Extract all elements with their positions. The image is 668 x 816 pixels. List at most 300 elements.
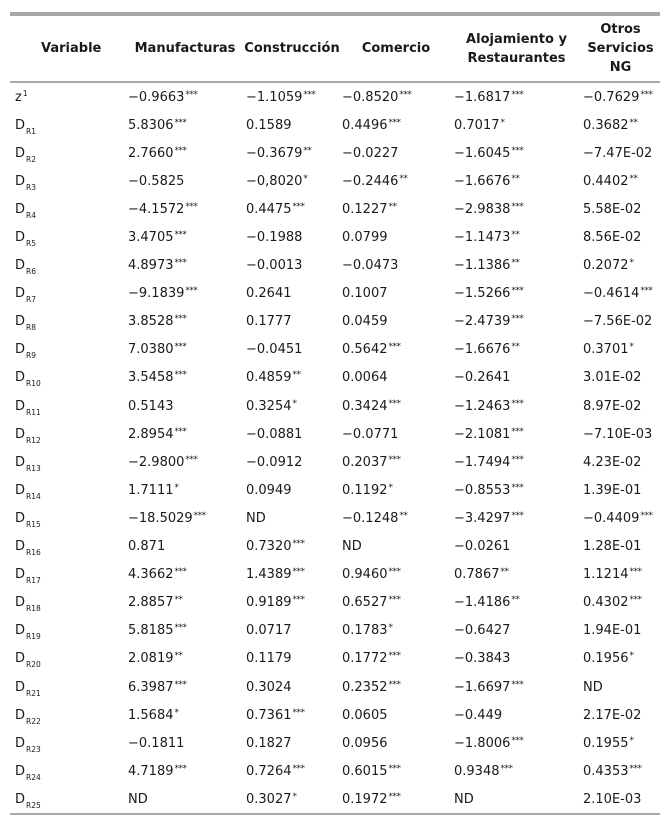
coefficient-value: −7.47E-02 [583, 145, 653, 161]
coefficient-cell [244, 533, 340, 561]
coefficient-value: −1.1059 [246, 89, 303, 105]
coefficient-cell [340, 139, 452, 167]
coefficient-cell [126, 757, 244, 785]
variable-symbol: D [15, 454, 26, 470]
coefficient-cell [581, 81, 660, 111]
coefficient-cell [452, 167, 581, 195]
header-manufacturas: Manufacturas [134, 41, 236, 56]
coefficient-value: −0.7629 [583, 89, 640, 105]
variable-subscript: R3 [26, 182, 36, 192]
variable-symbol: D [15, 398, 26, 414]
coefficient-cell [452, 504, 581, 532]
coefficient-value: ND [583, 679, 603, 695]
coefficient-value: −2.9838 [454, 201, 511, 217]
coefficient-cell [244, 81, 340, 111]
coefficient-cell [126, 111, 244, 139]
coefficient-cell [244, 223, 340, 251]
significance-stars: * [629, 651, 634, 662]
significance-stars: *** [292, 567, 305, 578]
variable-symbol: D [15, 791, 26, 807]
header-comercio: Comercio [361, 41, 431, 56]
coefficient-value: −0.5825 [128, 173, 185, 189]
coefficient-value: −1.1473 [454, 230, 511, 246]
coefficient-cell [126, 223, 244, 251]
coefficient-cell [126, 195, 244, 223]
coefficient-cell [581, 252, 660, 280]
coefficient-cell [126, 673, 244, 701]
coefficient-cell [244, 280, 340, 308]
coefficient-value: 1.4389 [246, 567, 292, 583]
variable-subscript: R6 [26, 267, 36, 277]
coefficient-value: 0.1179 [246, 651, 292, 667]
variable-subscript: R19 [26, 632, 41, 642]
variable-subscript: R16 [26, 548, 41, 558]
variable-symbol: D [15, 117, 26, 133]
coefficient-value: 0.4475 [246, 201, 292, 217]
coefficient-value: 0.871 [128, 539, 166, 555]
coefficient-value: 0.9460 [342, 567, 388, 583]
table-row [10, 785, 660, 813]
coefficient-value: 3.01E-02 [583, 370, 642, 386]
coefficient-cell [452, 448, 581, 476]
coefficient-cell [244, 589, 340, 617]
coefficient-value: 0.1227 [342, 201, 388, 217]
coefficient-cell [581, 111, 660, 139]
significance-stars: *** [511, 145, 524, 156]
significance-stars: *** [174, 314, 187, 325]
significance-stars: *** [511, 679, 524, 690]
coefficient-cell [126, 476, 244, 504]
significance-stars: *** [511, 398, 524, 409]
coefficient-cell [581, 420, 660, 448]
coefficient-value: 0.3701 [583, 342, 629, 358]
coefficient-cell [581, 785, 660, 813]
coefficient-value: −0.0013 [246, 258, 303, 274]
variable-cell [10, 139, 126, 167]
coefficient-cell [581, 645, 660, 673]
significance-stars: *** [174, 623, 187, 634]
variable-symbol: D [15, 707, 26, 723]
coefficient-value: −1.5266 [454, 286, 511, 302]
table-row [10, 364, 660, 392]
coefficient-cell [581, 673, 660, 701]
significance-stars: *** [629, 595, 642, 606]
significance-stars: *** [511, 89, 524, 100]
coefficient-cell [244, 673, 340, 701]
coefficient-value: 0.7867 [454, 567, 500, 583]
coefficient-cell [452, 645, 581, 673]
variable-symbol: D [15, 482, 26, 498]
coefficient-cell [340, 223, 452, 251]
coefficient-value: 2.10E-03 [583, 791, 642, 807]
coefficient-cell [340, 81, 452, 111]
coefficient-cell [126, 81, 244, 111]
coefficient-cell [581, 561, 660, 589]
variable-cell [10, 448, 126, 476]
coefficient-cell [340, 111, 452, 139]
significance-stars: ** [303, 145, 312, 156]
coefficient-value: 0.5143 [128, 398, 174, 414]
coefficient-value: 6.3987 [128, 679, 174, 695]
significance-stars: *** [174, 567, 187, 578]
significance-stars: *** [174, 426, 187, 437]
variable-symbol: D [15, 426, 26, 442]
coefficient-cell [452, 617, 581, 645]
coefficient-cell [244, 757, 340, 785]
variable-symbol: D [15, 342, 26, 358]
coefficient-cell [340, 308, 452, 336]
table-row [10, 308, 660, 336]
coefficient-cell [581, 617, 660, 645]
coefficient-cell [340, 757, 452, 785]
coefficient-value: −1.8006 [454, 735, 511, 751]
significance-stars: ** [511, 173, 520, 184]
significance-stars: *** [388, 454, 401, 465]
variable-cell [10, 252, 126, 280]
variable-cell [10, 589, 126, 617]
coefficient-cell [452, 195, 581, 223]
variable-cell [10, 476, 126, 504]
coefficient-value: −7.56E-02 [583, 314, 653, 330]
coefficient-value: −3.4297 [454, 510, 511, 526]
coefficient-cell [452, 252, 581, 280]
table-body [10, 81, 660, 813]
coefficient-value: 1.5684 [128, 707, 174, 723]
table-row [10, 504, 660, 532]
variable-subscript: R18 [26, 604, 41, 614]
coefficient-cell [244, 729, 340, 757]
significance-stars: ** [511, 595, 520, 606]
significance-stars: *** [292, 539, 305, 550]
coefficient-cell [452, 392, 581, 420]
significance-stars: ** [174, 651, 183, 662]
coefficient-value: ND [342, 539, 362, 555]
variable-subscript: R20 [26, 660, 41, 670]
coefficient-value: 0.7264 [246, 763, 292, 779]
coefficient-value: −0.2446 [342, 173, 399, 189]
coefficient-cell [244, 364, 340, 392]
coefficient-value: ND [454, 791, 474, 807]
variable-cell [10, 673, 126, 701]
coefficient-value: 0.1589 [246, 117, 292, 133]
coefficient-cell [581, 223, 660, 251]
coefficient-value: 0.0459 [342, 314, 388, 330]
coefficient-cell [452, 336, 581, 364]
coefficient-cell [452, 308, 581, 336]
coefficient-cell [452, 81, 581, 111]
variable-cell [10, 504, 126, 532]
significance-stars: *** [388, 595, 401, 606]
table-row [10, 617, 660, 645]
coefficient-cell [581, 139, 660, 167]
coefficient-cell [581, 701, 660, 729]
coefficient-value: −0.0451 [246, 342, 303, 358]
significance-stars: *** [388, 117, 401, 128]
table-row [10, 448, 660, 476]
coefficient-value: 5.8185 [128, 623, 174, 639]
variable-subscript: R9 [26, 351, 36, 361]
coefficient-value: 0.1955 [583, 735, 629, 751]
variable-cell [10, 785, 126, 813]
coefficient-value: 2.7660 [128, 145, 174, 161]
coefficient-cell [244, 476, 340, 504]
significance-stars: *** [511, 482, 524, 493]
coefficient-value: 0.2352 [342, 679, 388, 695]
coefficient-cell [126, 420, 244, 448]
significance-stars: ** [511, 230, 520, 241]
coefficient-cell [244, 617, 340, 645]
coefficient-value: −1.7494 [454, 454, 511, 470]
significance-stars: *** [292, 201, 305, 212]
coefficient-value: 0.3682 [583, 117, 629, 133]
significance-stars: * [174, 482, 179, 493]
variable-cell [10, 701, 126, 729]
coefficient-value: 0.1772 [342, 651, 388, 667]
significance-stars: ** [388, 201, 397, 212]
variable-symbol: D [15, 735, 26, 751]
significance-stars: ** [174, 595, 183, 606]
variable-subscript: R23 [26, 744, 41, 754]
coefficient-cell [581, 757, 660, 785]
significance-stars: *** [388, 567, 401, 578]
coefficient-value: 2.0819 [128, 651, 174, 667]
coefficient-cell [340, 701, 452, 729]
coefficient-cell [340, 392, 452, 420]
significance-stars: *** [500, 763, 513, 774]
coefficient-cell [581, 167, 660, 195]
table-row [10, 336, 660, 364]
coefficient-cell [340, 280, 452, 308]
significance-stars: ** [399, 510, 408, 521]
coefficient-cell [126, 504, 244, 532]
coefficient-value: 0.0799 [342, 230, 388, 246]
header-otros-servicios-ng: Otros Servicios NG [587, 22, 654, 75]
coefficient-value: −0.9663 [128, 89, 185, 105]
variable-subscript: R15 [26, 519, 41, 529]
coefficient-cell [340, 645, 452, 673]
table-row [10, 701, 660, 729]
table-row [10, 757, 660, 785]
significance-stars: * [292, 791, 297, 802]
variable-symbol: D [15, 230, 26, 246]
coefficient-cell [581, 476, 660, 504]
variable-cell [10, 308, 126, 336]
variable-cell [10, 223, 126, 251]
coefficient-value: 0.4402 [583, 173, 629, 189]
significance-stars: *** [629, 567, 642, 578]
coefficient-cell [340, 729, 452, 757]
significance-stars: * [629, 342, 634, 353]
coefficient-value: 0.4302 [583, 595, 629, 611]
coefficient-value: 0.0956 [342, 735, 388, 751]
coefficient-cell [452, 729, 581, 757]
coefficient-value: −1.6045 [454, 145, 511, 161]
table-row [10, 533, 660, 561]
coefficient-cell [126, 364, 244, 392]
table-row [10, 673, 660, 701]
coefficient-cell [340, 167, 452, 195]
coefficient-cell [581, 195, 660, 223]
coefficient-value: 4.7189 [128, 763, 174, 779]
coefficient-cell [340, 252, 452, 280]
variable-superscript: 1 [22, 88, 28, 98]
coefficient-value: 0.0605 [342, 707, 388, 723]
variable-subscript: R12 [26, 435, 41, 445]
variable-subscript: R10 [26, 379, 41, 389]
significance-stars: *** [174, 763, 187, 774]
coefficient-value: −1.6676 [454, 173, 511, 189]
coefficient-cell [126, 139, 244, 167]
significance-stars: *** [388, 651, 401, 662]
variable-cell [10, 111, 126, 139]
variable-subscript: R8 [26, 323, 36, 333]
significance-stars: ** [292, 370, 301, 381]
coefficient-cell [244, 195, 340, 223]
coefficient-value: 1.1214 [583, 567, 629, 583]
variable-symbol: D [15, 145, 26, 161]
coefficient-value: −0.8520 [342, 89, 399, 105]
coefficient-value: ND [128, 791, 148, 807]
coefficient-value: 7.0380 [128, 342, 174, 358]
variable-subscript: R22 [26, 716, 41, 726]
table-row [10, 589, 660, 617]
coefficient-cell [244, 420, 340, 448]
significance-stars: *** [193, 510, 206, 521]
variable-cell [10, 392, 126, 420]
significance-stars: ** [629, 117, 638, 128]
significance-stars: * [500, 117, 505, 128]
coefficient-cell [126, 167, 244, 195]
variable-subscript: R4 [26, 210, 36, 220]
coefficient-cell [340, 420, 452, 448]
coefficient-cell [126, 785, 244, 813]
coefficient-value: 4.3662 [128, 567, 174, 583]
significance-stars: * [303, 173, 308, 184]
header-row [10, 16, 660, 81]
coefficient-cell [126, 701, 244, 729]
coefficient-value: 1.39E-01 [583, 482, 642, 498]
coefficient-cell [581, 589, 660, 617]
significance-stars: *** [174, 258, 187, 269]
variable-symbol: D [15, 651, 26, 667]
coefficient-cell [126, 448, 244, 476]
coefficient-cell [244, 701, 340, 729]
variable-cell [10, 533, 126, 561]
coefficient-cell [126, 392, 244, 420]
coefficient-cell [340, 785, 452, 813]
coefficient-cell [452, 701, 581, 729]
header-alojamiento-restaurantes: Alojamiento y Restaurantes [466, 31, 567, 66]
coefficient-cell [452, 785, 581, 813]
coefficient-cell [126, 561, 244, 589]
table-row [10, 167, 660, 195]
significance-stars: * [388, 482, 393, 493]
coefficient-cell [340, 589, 452, 617]
coefficient-value: −0.0261 [454, 539, 511, 555]
significance-stars: *** [629, 763, 642, 774]
coefficient-value: 0.7017 [454, 117, 500, 133]
coefficient-value: 1.94E-01 [583, 623, 642, 639]
coefficient-value: −0.449 [454, 707, 503, 723]
coefficient-value: −0.8553 [454, 482, 511, 498]
coefficient-value: 0.1827 [246, 735, 292, 751]
coefficient-value: 0.4496 [342, 117, 388, 133]
coefficient-value: 0.1777 [246, 314, 292, 330]
coefficient-cell [340, 448, 452, 476]
table-row [10, 252, 660, 280]
significance-stars: * [629, 735, 634, 746]
table-row [10, 645, 660, 673]
significance-stars: *** [174, 370, 187, 381]
table-row [10, 392, 660, 420]
table-row [10, 280, 660, 308]
coefficient-value: 0.6527 [342, 595, 388, 611]
coefficient-value: 0.6015 [342, 763, 388, 779]
coefficient-cell [340, 504, 452, 532]
coefficient-value: 0.4859 [246, 370, 292, 386]
variable-symbol: D [15, 763, 26, 779]
variable-symbol: D [15, 510, 26, 526]
coefficient-cell [244, 167, 340, 195]
coefficient-value: 2.8857 [128, 595, 174, 611]
significance-stars: * [629, 258, 634, 269]
header-variable: Variable [41, 41, 102, 56]
coefficient-value: 0.2072 [583, 258, 629, 274]
coefficient-value: −1.2463 [454, 398, 511, 414]
significance-stars: *** [511, 426, 524, 437]
significance-stars: * [388, 623, 393, 634]
variable-subscript: R13 [26, 463, 41, 473]
coefficient-cell [581, 336, 660, 364]
significance-stars: *** [640, 510, 653, 521]
table-row [10, 223, 660, 251]
coefficient-value: −0.2641 [454, 370, 511, 386]
coefficient-cell [244, 139, 340, 167]
coefficient-value: −0.1248 [342, 510, 399, 526]
coefficient-value: 0.2037 [342, 454, 388, 470]
significance-stars: *** [185, 89, 198, 100]
table-row [10, 139, 660, 167]
coefficient-cell [452, 757, 581, 785]
table-row [10, 561, 660, 589]
coefficient-cell [126, 252, 244, 280]
coefficient-cell [452, 476, 581, 504]
coefficient-cell [340, 364, 452, 392]
significance-stars: *** [292, 763, 305, 774]
coefficient-cell [452, 533, 581, 561]
coefficient-value: −1.1386 [454, 258, 511, 274]
coefficient-cell [126, 617, 244, 645]
coefficient-value: −0,8020 [246, 173, 303, 189]
coefficient-value: 5.8306 [128, 117, 174, 133]
coefficient-value: 8.56E-02 [583, 230, 642, 246]
significance-stars: *** [511, 201, 524, 212]
coefficient-cell [126, 280, 244, 308]
coefficient-cell [452, 561, 581, 589]
coefficient-cell [340, 476, 452, 504]
significance-stars: *** [388, 398, 401, 409]
coefficient-value: 0.1192 [342, 482, 388, 498]
significance-stars: ** [500, 567, 509, 578]
variable-cell [10, 280, 126, 308]
variable-cell [10, 195, 126, 223]
coefficient-cell [244, 448, 340, 476]
variable-subscript: R5 [26, 239, 36, 249]
coefficient-cell [581, 364, 660, 392]
coefficient-value: 3.8528 [128, 314, 174, 330]
significance-stars: *** [174, 117, 187, 128]
variable-subscript: R7 [26, 295, 36, 305]
